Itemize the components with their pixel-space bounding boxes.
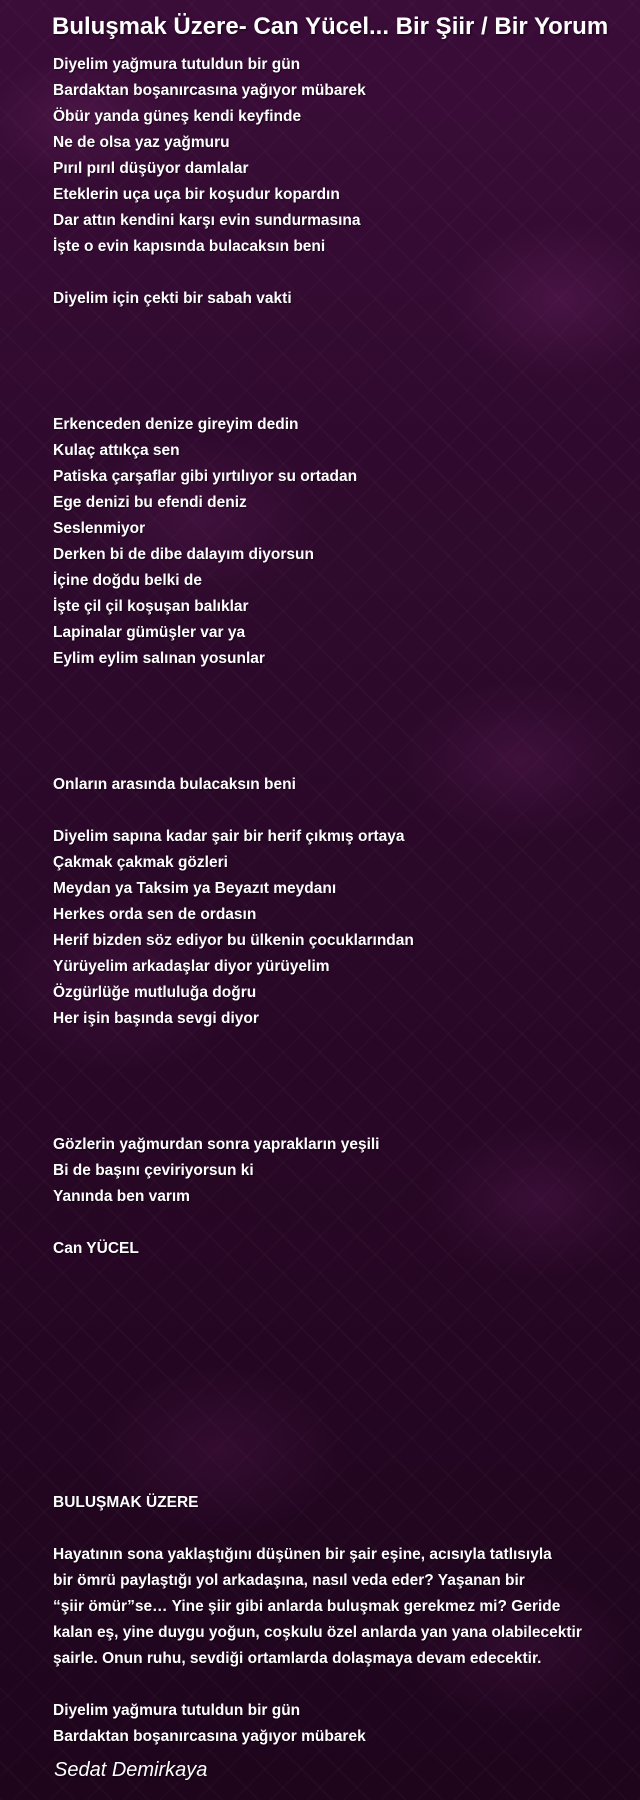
poem-line: Pırıl pırıl düşüyor damlalar (53, 160, 249, 177)
poem-line: Diyelim yağmura tutuldun bir gün (53, 56, 301, 73)
poem-line: Onların arasında bulacaksın beni (53, 776, 296, 793)
poem-line: Ege denizi bu efendi deniz (53, 494, 247, 511)
poem-stanza-1 (53, 52, 613, 260)
poem-line: Gözlerin yağmurdan sonra yaprakların yeşili (53, 1136, 380, 1153)
commentary-line: Hayatının sona yaklaştığını düşünen bir şair eşine, acısıyla tatlısıyla (53, 1546, 552, 1563)
signature-line: Can YÜCEL (53, 1240, 139, 1257)
commentary-paragraph (53, 1542, 613, 1672)
poem-line: Bardaktan boşanırcasına yağıyor mübarek (53, 1728, 366, 1745)
poem-line: İşte o evin kapısında bulacaksın beni (53, 238, 326, 255)
poem-stanza-2 (53, 286, 613, 312)
poem-line: Patiska çarşaflar gibi yırtılıyor su ortadan (53, 468, 358, 485)
poem-line: Seslenmiyor (53, 520, 146, 537)
commentary-line: “şiir ömür”se… Yine şiir gibi anlarda buluşmak gerekmez mi? Geride (53, 1598, 561, 1615)
poem-line: Her işin başında sevgi diyor (53, 1010, 259, 1027)
poem-line: Yürüyelim arkadaşlar diyor yürüyelim (53, 958, 330, 975)
poem-line: Eylim eylim salınan yosunlar (53, 650, 265, 667)
poem-line: Herif bizden söz ediyor bu ülkenin çocuklarından (53, 932, 414, 949)
commentary-line: bir ömrü paylaştığı yol arkadaşına, nasıl veda eder? Yaşanan bir (53, 1572, 525, 1589)
poem-line: Herkes orda sen de ordasın (53, 906, 257, 923)
poem-line: Bi de başını çeviriyorsun ki (53, 1162, 254, 1179)
poem-line: Ne de olsa yaz yağmuru (53, 134, 230, 151)
poem-line: İçine doğdu belki de (53, 572, 202, 589)
poem-stanza-6 (53, 1132, 613, 1210)
poem-stanza-5 (53, 824, 613, 1032)
poem-stanza-3 (53, 412, 613, 672)
poem-line: Erkenceden denize gireyim dedin (53, 416, 299, 433)
poem-line: Diyelim sapına kadar şair bir herif çıkmış ortaya (53, 828, 405, 845)
poem-signature (53, 1236, 613, 1262)
poem-line: Diyelim yağmura tutuldun bir gün (53, 1702, 301, 1719)
poem-repeat (53, 1698, 613, 1750)
poem-line: Eteklerin uça uça bir koşudur kopardın (53, 186, 340, 203)
poem-line: Derken bi de dibe dalayım diyorsun (53, 546, 314, 563)
poem-line: Kulaç attıkça sen (53, 442, 180, 459)
poem-line: İşte çil çil koşuşan balıklar (53, 598, 249, 615)
author-name: Sedat Demirkaya (54, 1759, 208, 1781)
page-title: Buluşmak Üzere- Can Yücel... Bir Şiir / Bir Yorum (52, 13, 609, 40)
poem-line: Diyelim için çekti bir sabah vakti (53, 290, 292, 307)
poem-line: Lapinalar gümüşler var ya (53, 624, 246, 641)
poem-line: Yanında ben varım (53, 1188, 190, 1205)
heading-line: BULUŞMAK ÜZERE (53, 1494, 199, 1511)
poem-line: Bardaktan boşanırcasına yağıyor mübarek (53, 82, 366, 99)
poem-line: Öbür yanda güneş kendi keyfinde (53, 108, 302, 125)
poem-stanza-4 (53, 772, 613, 798)
commentary-heading (53, 1490, 613, 1516)
poem-line: Meydan ya Taksim ya Beyazıt meydanı (53, 880, 337, 897)
poem-line: Özgürlüğe mutluluğa doğru (53, 984, 257, 1001)
commentary-line: şairle. Onun ruhu, sevdiği ortamlarda dolaşmaya devam edecektir. (53, 1650, 542, 1667)
poem-line: Çakmak çakmak gözleri (53, 854, 228, 871)
commentary-line: kalan eş, yine duygu yoğun, coşkulu özel anlarda yan yana olabilecektir (53, 1624, 582, 1641)
poem-line: Dar attın kendini karşı evin sundurmasına (53, 212, 361, 229)
